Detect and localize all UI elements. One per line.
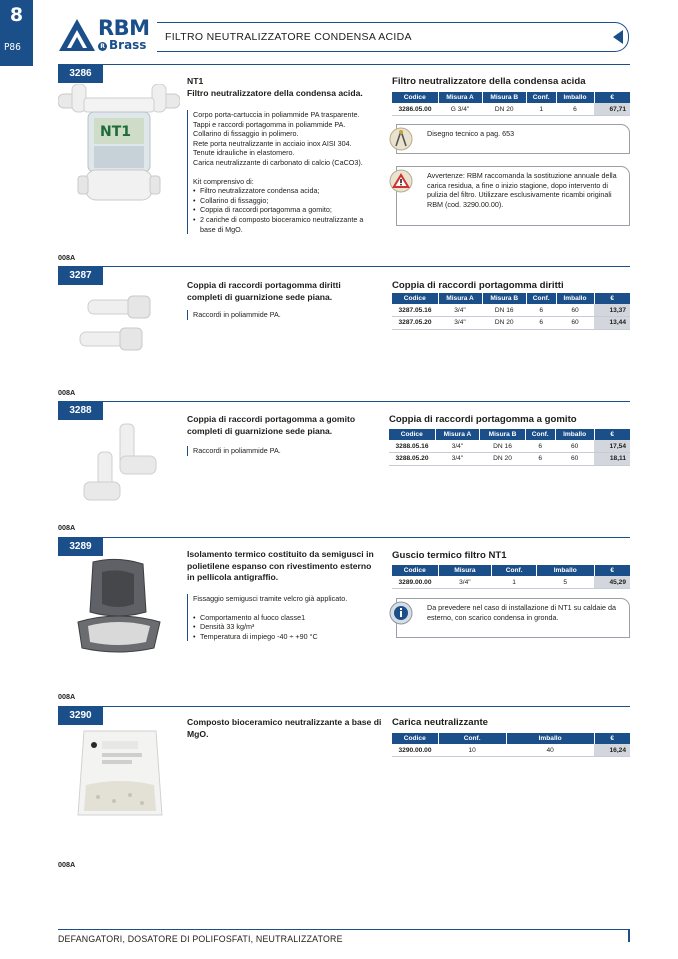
brand-sub: R Brass	[98, 38, 146, 52]
hand-info-icon	[389, 601, 413, 625]
page-tab	[0, 0, 33, 66]
section-footer-code: 008A	[58, 253, 76, 262]
product-subtitle: Filtro neutralizzatore della condensa acida.	[187, 88, 363, 98]
product-title: Composto bioceramico neutralizzante a base di MgO.	[187, 717, 382, 739]
section-footer-code: 008A	[58, 523, 76, 532]
table-row: 3287.05.20 3/4" DN 20 6 60 13,44	[392, 317, 630, 330]
back-arrow-icon[interactable]	[613, 30, 623, 44]
product-title: Coppia di raccordi portagomma a gomito completi di guarnizione sede piana.	[187, 414, 356, 436]
section-divider	[58, 401, 630, 402]
product-description: Corpo porta-cartuccia in poliammide PA trasparente. Tappi e raccordi portagomma in poliammide PA. Collarino di fissaggio in polimero. Rete porta neutralizzante in acciaio inox AISI 304. Tenute idrauliche in elastomero. Carica neutralizzante di carbonato di calcio (CaCO3). Kit comprensivo di: • Filtro neutralizzatore condensa acida; • Collarino di fissaggio; • Coppia di raccordi portagomma a gomito; • 2 cariche di composto bioceramico neutralizzante a base di MgO.	[187, 110, 377, 234]
product-description: Fissaggio semigusci tramite velcro già applicato. • Comportamento al fuoco classe1 • Densità 33 kg/m³ • Temperatura di impiego -40 ÷ +90 °C	[187, 594, 377, 641]
warning-icon	[389, 169, 413, 193]
product-image-nt1	[58, 84, 180, 214]
table-row: 3289.00.00 3/4" 1 5 45,29	[392, 576, 630, 589]
product-title: Coppia di raccordi portagomma diritti completi di guarnizione sede piana.	[187, 280, 341, 302]
product-image-elbow-fittings	[58, 422, 180, 512]
table-title: Filtro neutralizzatore della condensa acida	[392, 76, 586, 87]
price-table: Codice Misura Conf. Imballo € 3289.00.00 3/4" 1 5 45,29	[392, 565, 630, 589]
section-code-badge: 3286	[58, 65, 103, 83]
product-image-straight-fittings	[58, 290, 180, 362]
footer-text: DEFANGATORI, DOSATORE DI POLIFOSFATI, NEUTRALIZZATORE	[58, 934, 343, 944]
product-image-thermal-shell	[58, 556, 180, 656]
price-table: Codice Misura A Misura B Conf. Imballo € 3287.05.16 3/4" DN 16 6 60 13,37 3287.05.20 3/4" DN 20 6 60 13,44	[392, 293, 630, 330]
price-table: Codice Conf. Imballo € 3290.00.00 10 40 16,24	[392, 733, 630, 757]
section-divider	[58, 64, 630, 65]
section-code-badge: 3289	[58, 538, 103, 556]
section-code-badge: 3287	[58, 267, 103, 285]
product-title: NT1	[187, 76, 204, 86]
price-table: Codice Misura A Misura B Conf. Imballo € 3288.05.16 3/4" DN 16 6 60 17,54 3288.05.20 3/4" DN 20 6 60 18,11	[389, 429, 630, 466]
page-title: FILTRO NEUTRALIZZATORE CONDENSA ACIDA	[165, 31, 412, 43]
table-row: 3286.05.00 G 3/4" DN 20 1 6 67,71	[392, 103, 630, 116]
table-title: Coppia di raccordi portagomma a gomito	[389, 414, 577, 425]
table-row: 3288.05.20 3/4" DN 20 6 60 18,11	[389, 453, 630, 466]
table-row: 3290.00.00 10 40 16,24	[392, 744, 630, 757]
section-code-badge: 3290	[58, 707, 103, 725]
note-box: Disegno tecnico a pag. 653	[396, 124, 630, 154]
section-divider	[58, 266, 630, 267]
drawing-compass-icon	[389, 127, 413, 151]
product-description: Raccordi in poliammide PA.	[187, 446, 377, 456]
footer-tick	[628, 929, 630, 942]
page-code: P86	[4, 42, 21, 53]
section-footer-code: 008A	[58, 692, 76, 701]
product-image-neutralizer-bag	[58, 727, 180, 819]
warning-box: Avvertenze: RBM raccomanda la sostituzione annuale della carica residua, a fine o inizio stagione, dopo intervento di pulizia del filtro. Utilizzare esclusivamente ricambi originali RBM (cod. 3290.00.00).	[396, 166, 630, 226]
price-table: Codice Misura A Misura B Conf. Imballo € 3286.05.00 G 3/4" DN 20 1 6 67,71	[392, 92, 630, 116]
section-code-badge: 3288	[58, 402, 103, 420]
rbm-logo	[58, 16, 158, 56]
section-footer-code: 008A	[58, 388, 76, 397]
table-row: 3287.05.16 3/4" DN 16 6 60 13,37	[392, 304, 630, 317]
table-title: Coppia di raccordi portagomma diritti	[392, 280, 564, 291]
table-title: Carica neutralizzante	[392, 717, 488, 728]
table-row: 3288.05.16 3/4" DN 16 6 60 17,54	[389, 440, 630, 453]
section-divider	[58, 537, 630, 538]
section-divider	[58, 706, 630, 707]
note-box: Da prevedere nel caso di installazione di NT1 su caldaie da esterno, con scarico condensa in gronda.	[396, 598, 630, 638]
product-title: Isolamento termico costituito da semigusci in polietilene espanso con rivestimento esterno in pellicola antigraffio.	[187, 549, 374, 582]
footer-divider	[58, 929, 630, 930]
product-description: Raccordi in poliammide PA.	[187, 310, 377, 320]
svg-text:NT1: NT1	[100, 124, 132, 140]
rbm-triangle-icon	[58, 18, 96, 52]
table-title: Guscio termico filtro NT1	[392, 550, 507, 561]
section-footer-code: 008A	[58, 860, 76, 869]
page-number: 8	[9, 4, 24, 26]
brand-name: RBM	[98, 16, 150, 40]
